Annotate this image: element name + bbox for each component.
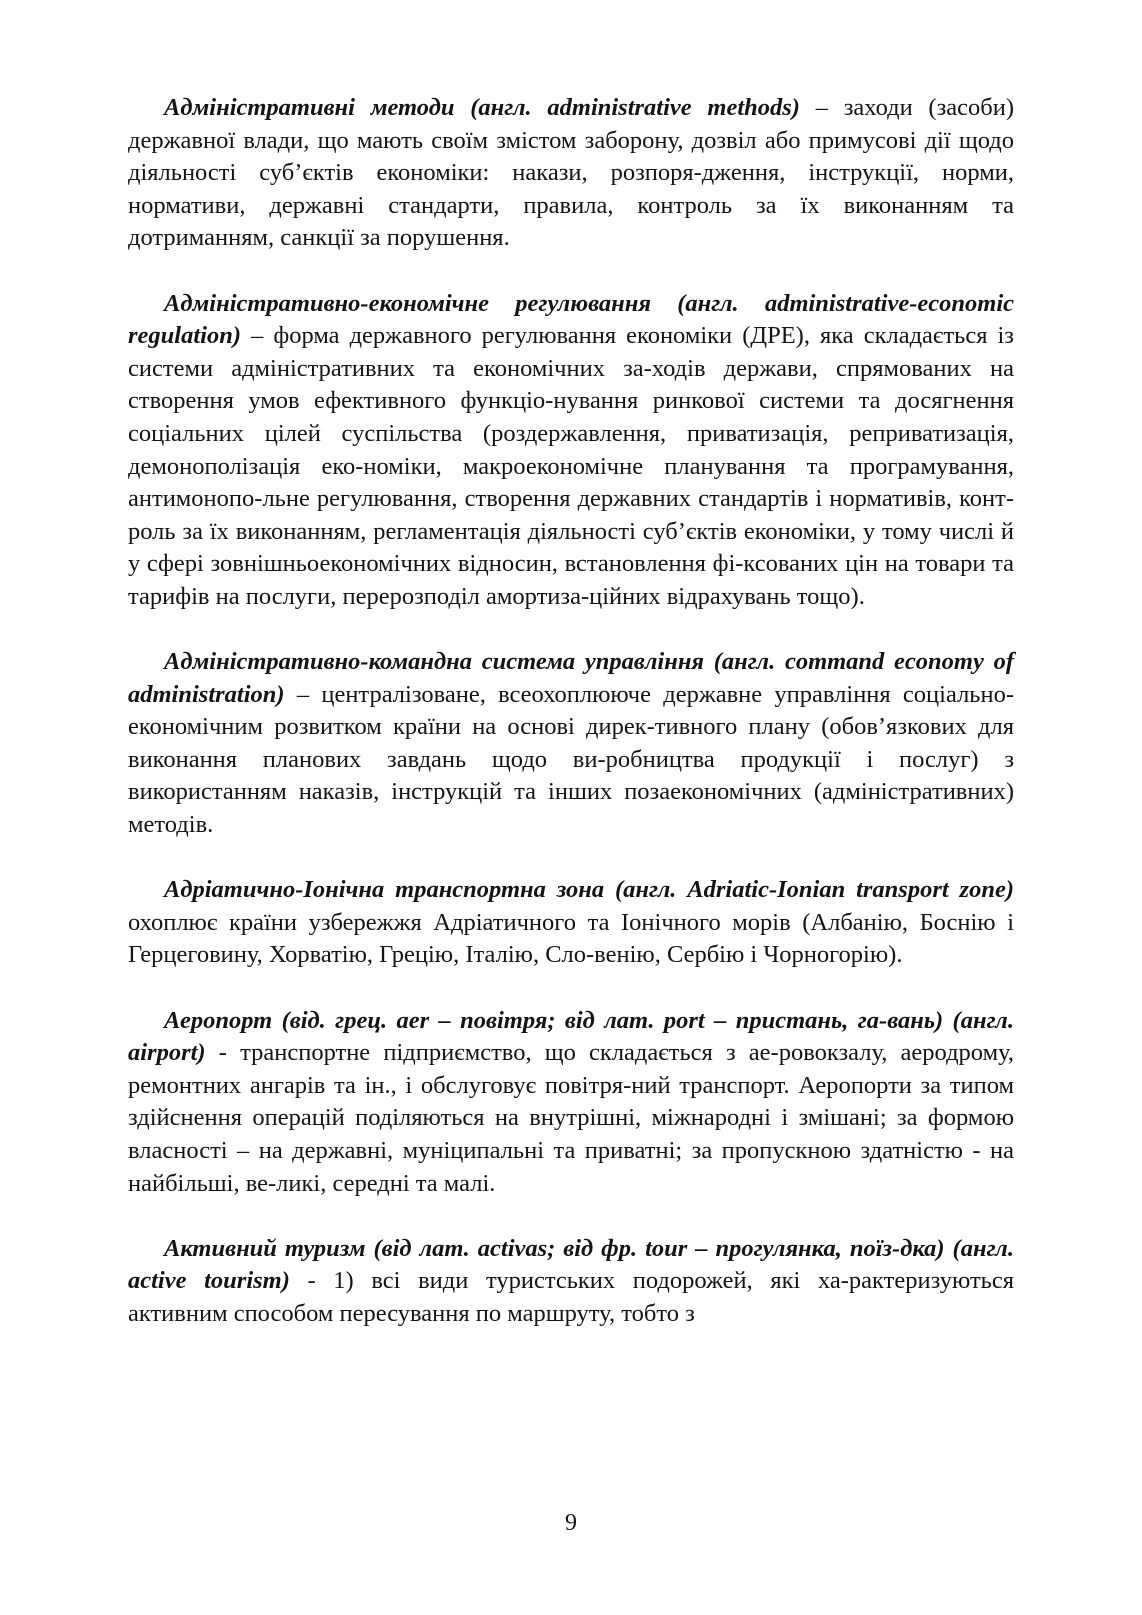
entry-term: Адміністративні методи (англ. administrative methods) bbox=[164, 94, 800, 121]
glossary-entry bbox=[128, 1005, 1014, 1201]
document-body bbox=[128, 92, 1014, 1363]
page-number: 9 bbox=[565, 1510, 577, 1536]
entry-term: Адміністративно-економічне регулювання (англ. administrative-economic regulation) bbox=[128, 289, 1014, 350]
entry-term: Аеропорт (від. грец. aer – повітря; від лат. port – пристань, га-вань) (англ. airport) bbox=[128, 1006, 1014, 1067]
glossary-entry bbox=[128, 874, 1014, 972]
entry-term: Адміністративно-командна система управління (англ. command economy of administration) bbox=[128, 648, 1014, 708]
glossary-entry bbox=[128, 646, 1014, 842]
entry-term: Активний туризм (від лат. activas; від фр. tour – прогулянка, поїз-дка) (англ. active tourism) bbox=[128, 1234, 1014, 1295]
entry-definition: – заходи (засоби) державної влади, що мають своїм змістом заборону, дозвіл або примусові дії щодо діяльності суб’єктів економіки: накази, розпоря-дження, інструкції, норми, нормативи, державні стандарти, правила, контроль за їх виконанням та дотриманням, санкції за порушення. bbox=[128, 94, 1014, 252]
entry-definition: охоплює країни узбережжя Адріатичного та Іонічного морів (Албанію, Боснію і Герцеговину, Хорватію, Грецію, Італію, Сло-венію, Сербію і Чорногорію). bbox=[128, 908, 1014, 969]
entry-definition: – централізоване, всеохоплююче державне управління соціально-економічним розвитком країни на основі дирек-тивного плану (обов’язкових для виконання планових завдань щодо ви-робництва продукції і послуг) з використанням наказів, інструкцій та інших позаекономічних (адміністративних) методів. bbox=[128, 680, 1014, 839]
entry-definition: - 1) всі види туристських подорожей, які ха-рактеризуються активним способом пересування по маршруту, тобто з bbox=[128, 1267, 1014, 1327]
glossary-entry bbox=[128, 288, 1014, 614]
glossary-entry bbox=[128, 92, 1014, 255]
glossary-entry bbox=[128, 1233, 1014, 1331]
entry-term: Адріатично-Іонічна транспортна зона (англ. Adriatic-Ionian transport zone) bbox=[164, 876, 1014, 904]
entry-definition: – форма державного регулювання економіки (ДРЕ), яка складається із системи адміністративних та економічних за-ходів держави, спрямованих на створення умов ефективного функціо-нування ринкової системи та досягнення соціальних цілей суспільства (роздержавлення, приватизація, реприватизація, демонополізація еко-номіки, макроекономічне планування та програмування, антимонопо-льне регулювання, створення державних стандартів і нормативів, конт-роль за їх виконанням, регламентація діяльності суб’єктів економіки, у тому числі й у сфері зовнішньоекономічних відносин, встановлення фі-ксованих цін на товари та тарифів на послуги, перерозподіл амортиза-ційних відрахувань тощо). bbox=[128, 322, 1014, 610]
entry-definition: - транспортне підприємство, що складається з ае-ровокзалу, аеродрому, ремонтних ангарів та ін., і обслуговує повітря-ний транспорт. Аеропорти за типом здійснення операцій поділяються на внутрішні, міжнародні і змішані; за формою власності – на державні, муніципальні та приватні; за пропускною здатністю - на найбільші, ве-ликі, середні та малі. bbox=[128, 1039, 1014, 1197]
